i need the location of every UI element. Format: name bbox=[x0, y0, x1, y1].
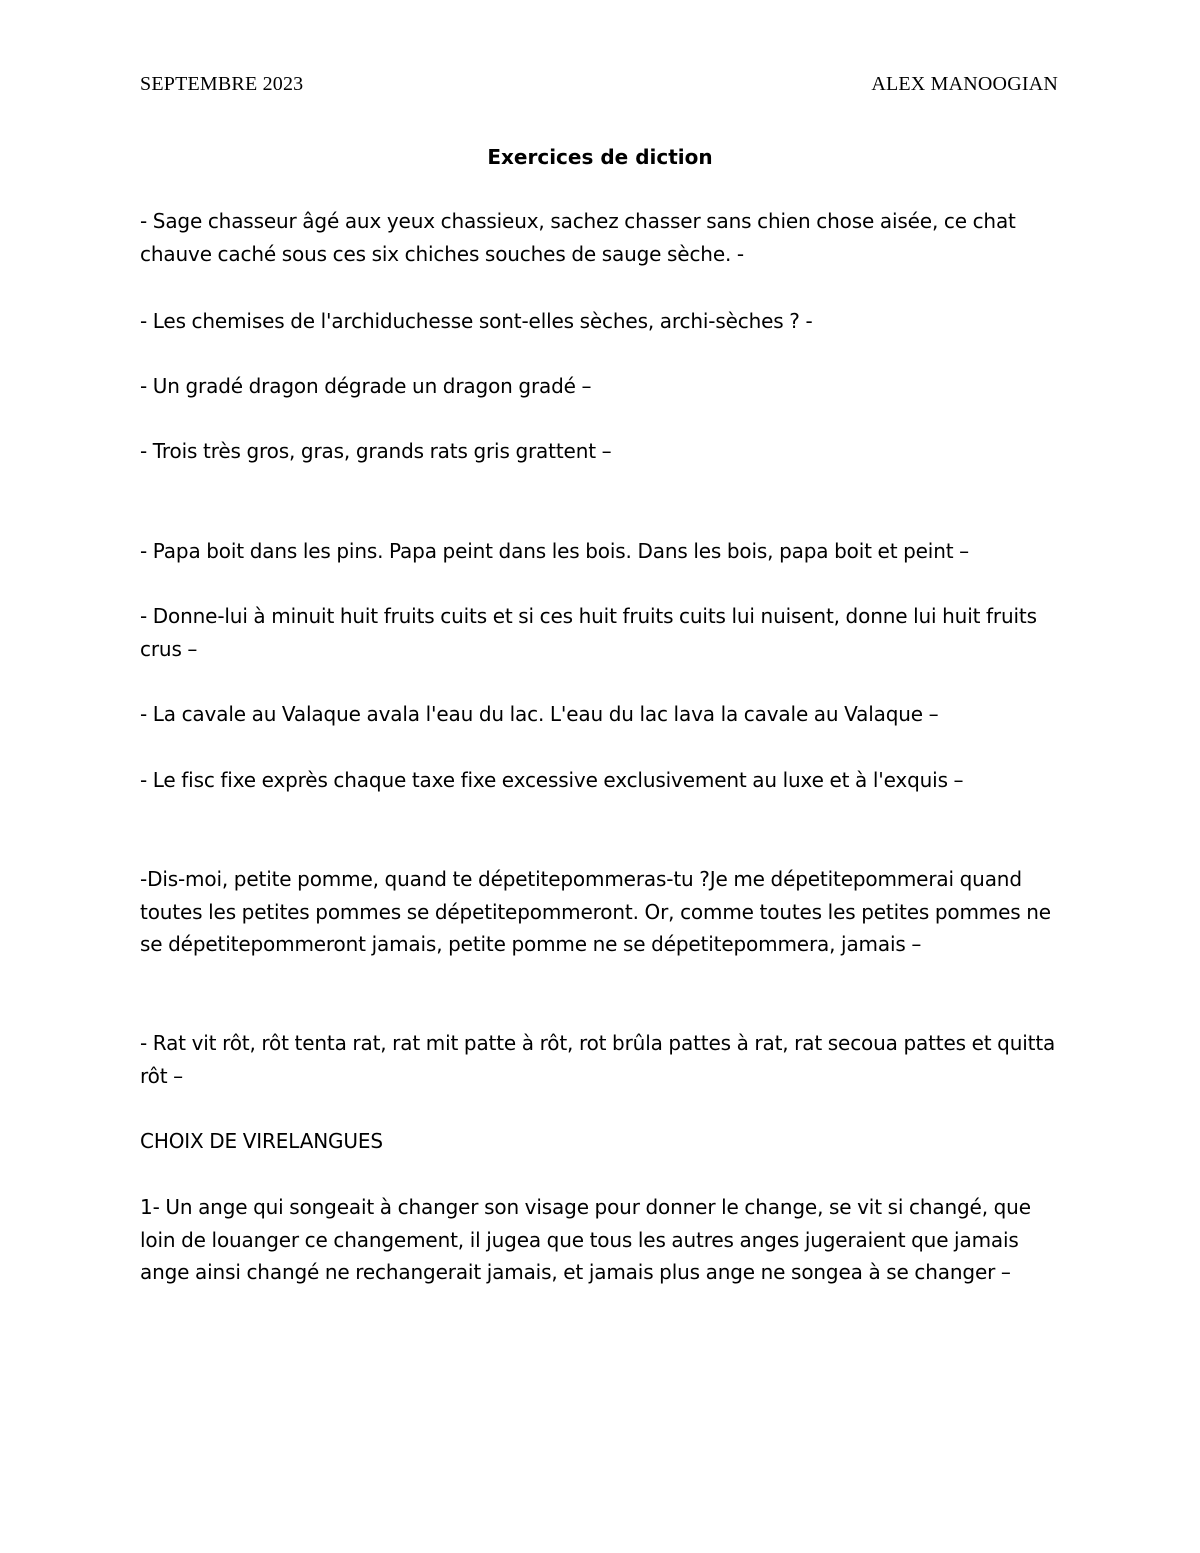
paragraph-petite-pomme: -Dis-moi, petite pomme, quand te dépetitepommeras-tu ?Je me dépetitepommerai quand toutes les petites pommes se dépetitepommeront. Or, comme toutes les petites pommes ne se dépetitepommeront jamais, petite pomme ne se dépetitepommera, jamais – bbox=[140, 867, 1051, 956]
paragraph-fruits-cuits: - Donne-lui à minuit huit fruits cuits et si ces huit fruits cuits lui nuisent, donne lui huit fruits crus – bbox=[140, 604, 1037, 661]
section-heading-virelangues: CHOIX DE VIRELANGUES bbox=[140, 1129, 383, 1153]
paragraph-sage-chasseur: - Sage chasseur âgé aux yeux chassieux, sachez chasser sans chien chose aisée, ce chat chauve caché sous ces six chiches souches de sauge sèche. - bbox=[140, 209, 1016, 266]
paragraph-cavale: - La cavale au Valaque avala l'eau du lac. L'eau du lac lava la cavale au Valaque – bbox=[140, 702, 939, 726]
paragraph-dragon: - Un gradé dragon dégrade un dragon gradé – bbox=[140, 374, 592, 398]
document-title: Exercices de diction bbox=[487, 145, 713, 169]
paragraph-fisc: - Le fisc fixe exprès chaque taxe fixe excessive exclusivement au luxe et à l'exquis – bbox=[140, 768, 964, 792]
paragraph-ange: 1- Un ange qui songeait à changer son visage pour donner le change, se vit si changé, que loin de louanger ce changement, il jugea que tous les autres anges jugeraient que jamais ange ainsi changé ne rechangerait jamais, et jamais plus ange ne songea à se changer – bbox=[140, 1195, 1031, 1284]
header-date: SEPTEMBRE 2023 bbox=[140, 73, 304, 95]
header-author: ALEX MANOOGIAN bbox=[871, 73, 1058, 95]
paragraph-papa: - Papa boit dans les pins. Papa peint dans les bois. Dans les bois, papa boit et peint – bbox=[140, 539, 969, 563]
paragraph-rats-gris: - Trois très gros, gras, grands rats gris grattent – bbox=[140, 439, 612, 463]
paragraph-archiduchesse: - Les chemises de l'archiduchesse sont-elles sèches, archi-sèches ? - bbox=[140, 309, 813, 333]
paragraph-rat-rot: - Rat vit rôt, rôt tenta rat, rat mit patte à rôt, rot brûla pattes à rat, rat secoua pattes et quitta rôt – bbox=[140, 1031, 1056, 1088]
